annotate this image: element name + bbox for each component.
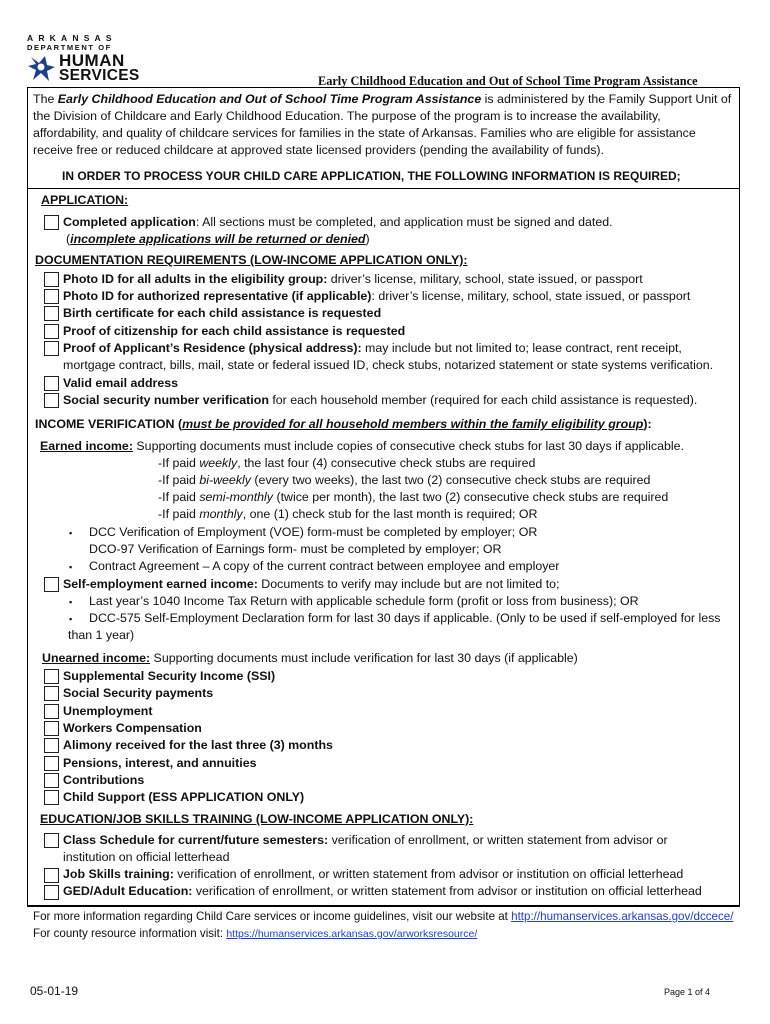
residence-continuation: mortgage contract, bills, mail, state or federal issued ID, check stubs, notarized statement or state systems verification. xyxy=(63,358,714,372)
unearned-item-label: Unemployment xyxy=(63,703,153,718)
dcc575-continuation: than 1 year) xyxy=(68,628,135,642)
ged-text: GED/Adult Education: verification of enrollment, or written statement from advisor or institution on official letterhead xyxy=(63,884,702,898)
logo-line-arkansas: ARKANSAS xyxy=(27,33,117,43)
checkbox-unearned-item[interactable] xyxy=(44,721,59,736)
intro-line-2: the Division of Childcare and Early Childhood Education. The purpose of the program is to increase the availability, xyxy=(33,109,661,123)
logo-figure-icon xyxy=(27,53,57,83)
checkbox-birth-certificate[interactable] xyxy=(44,306,59,321)
dcc575-text: DCC-575 Self-Employment Declaration form for last 30 days if applicable. (Only to be used if self-employed for less xyxy=(89,611,721,625)
checkbox-class-schedule[interactable] xyxy=(44,833,59,848)
proof-residence-text: Proof of Applicant’s Residence (physical address): may include but not limited to; lease contract, rent receipt, xyxy=(63,341,682,355)
class-schedule-text: Class Schedule for current/future semesters: verification of enrollment, or written statement from advisor or xyxy=(63,833,668,847)
photo-id-adults-text: Photo ID for all adults in the eligibility group: driver’s license, military, school, state issued, or passport xyxy=(63,272,643,286)
paid-frequency-line: -If paid weekly, the last four (4) consecutive check stubs are required xyxy=(158,456,536,470)
earned-income: Earned income: Supporting documents must include copies of consecutive check stubs for last 30 days if applicable. xyxy=(40,439,684,453)
checkbox-unearned-item[interactable] xyxy=(44,773,59,788)
unearned-item-label: Alimony received for the last three (3) months xyxy=(63,738,333,753)
unearned-item-label: Pensions, interest, and annuities xyxy=(63,755,257,770)
unearned-item-label: Social Security payments xyxy=(63,686,214,701)
checkbox-unearned-item[interactable] xyxy=(44,738,59,753)
checkbox-photo-id-representative[interactable] xyxy=(44,289,59,304)
footer-divider xyxy=(27,906,740,907)
application-heading: APPLICATION: xyxy=(41,193,129,207)
proof-citizenship-text: Proof of citizenship for each child assistance is requested xyxy=(63,324,406,338)
contract-text: Contract Agreement – A copy of the current contract between employee and employer xyxy=(89,559,560,573)
checkbox-ssn-verification[interactable] xyxy=(44,393,59,408)
job-skills-text: Job Skills training: verification of enrollment, or written statement from advisor or institution on official letterhead xyxy=(63,867,684,881)
photo-id-representative-text: Photo ID for authorized representative (if applicable): driver’s license, military, school, state issued, or passport xyxy=(63,289,691,303)
divider xyxy=(27,188,740,189)
class-schedule-continuation: institution on official letterhead xyxy=(63,850,230,864)
checkbox-unearned-item[interactable] xyxy=(44,756,59,771)
unearned-item-label: Contributions xyxy=(63,772,145,787)
checkbox-unearned-item[interactable] xyxy=(44,790,59,805)
ssn-verification-text: Social security number verification for each household member (required for each child assistance is requested). xyxy=(63,393,698,407)
checkbox-completed-application[interactable] xyxy=(44,215,59,230)
dccece-link[interactable]: http://humanservices.arkansas.gov/dccece/ xyxy=(511,910,734,923)
unearned-item-label: Workers Compensation xyxy=(63,720,202,735)
checkbox-job-skills[interactable] xyxy=(44,868,59,883)
paid-frequency-line: -If paid semi-monthly (twice per month), the last two (2) consecutive check stubs are required xyxy=(158,490,669,504)
checkbox-ged[interactable] xyxy=(44,885,59,900)
bullet: ▪ xyxy=(69,562,73,572)
intro-line-4: receive free or reduced childcare at approved state licensed providers (pending the availability of funds). xyxy=(33,143,604,157)
paid-frequency-line: -If paid monthly, one (1) check stub for the last month is required; OR xyxy=(158,507,538,521)
checkbox-valid-email[interactable] xyxy=(44,376,59,391)
checkbox-proof-citizenship[interactable] xyxy=(44,324,59,339)
valid-email-text: Valid email address xyxy=(63,376,179,390)
dhs-logo xyxy=(27,33,140,85)
intro-line-3: affordability, and quality of childcare services for families in the state of Arkansas. Families who are eligible for assistance xyxy=(33,126,696,140)
education-heading: EDUCATION/JOB SKILLS TRAINING (LOW-INCOME APPLICATION ONLY): xyxy=(40,812,474,826)
more-info-text: For more information regarding Child Care services or income guidelines, visit our website at http://humanservices.arkansas.gov/dccece/ xyxy=(33,910,734,923)
bullet: ▪ xyxy=(69,528,73,538)
dco97-text: DCO-97 Verification of Earnings form- must be completed by employer; OR xyxy=(89,542,502,556)
voe-text: DCC Verification of Employment (VOE) form-must be completed by employer; OR xyxy=(89,525,538,539)
page-title: Early Childhood Education and Out of School Time Program Assistance xyxy=(318,74,698,88)
checkbox-proof-residence[interactable] xyxy=(44,341,59,356)
unearned-item-label: Supplemental Security Income (SSI) xyxy=(63,669,276,683)
checkbox-photo-id-adults[interactable] xyxy=(44,272,59,287)
paid-frequency-line: -If paid bi-weekly (every two weeks), the last two (2) consecutive check stubs are required xyxy=(158,473,651,487)
page-number: Page 1 of 4 xyxy=(664,987,711,997)
unearned-income: Unearned income: Supporting documents must include verification for last 30 days (if applicable) xyxy=(42,651,578,665)
county-info-text: For county resource information visit: https://humanservices.arkansas.gov/arworksresource/ xyxy=(33,927,478,940)
unearned-item-label: Child Support (ESS APPLICATION ONLY) xyxy=(63,790,305,805)
completed-application-text: Completed application: All sections must be completed, and application must be signed and dated. xyxy=(63,215,613,229)
logo-line-services: SERVICES xyxy=(59,67,140,84)
bullet: ▪ xyxy=(69,597,73,607)
self-employment-text: Self-employment earned income: Documents to verify may include but are not limited to; xyxy=(63,577,560,591)
checkbox-unearned-item[interactable] xyxy=(44,686,59,701)
checkbox-unearned-item[interactable] xyxy=(44,704,59,719)
checkbox-self-employment[interactable] xyxy=(44,577,59,592)
revision-date: 05-01-19 xyxy=(30,984,79,998)
birth-certificate-text: Birth certificate for each child assistance is requested xyxy=(63,306,382,320)
checkbox-unearned-item[interactable] xyxy=(44,669,59,684)
logo-line-human: HUMAN xyxy=(59,51,125,70)
tax-return-text: Last year’s 1040 Income Tax Return with applicable schedule form (profit or loss from business); OR xyxy=(89,594,639,608)
arworks-link[interactable]: https://humanservices.arkansas.gov/arworksresource/ xyxy=(226,928,478,940)
logo-line-department: DEPARTMENT OF xyxy=(27,43,112,52)
required-heading: IN ORDER TO PROCESS YOUR CHILD CARE APPLICATION, THE FOLLOWING INFORMATION IS REQUIRED; xyxy=(62,169,681,183)
application-note: (incomplete applications will be returned or denied) xyxy=(66,232,370,246)
documentation-heading: DOCUMENTATION REQUIREMENTS (LOW-INCOME APPLICATION ONLY): xyxy=(35,253,468,267)
bullet: ▪ xyxy=(69,614,73,624)
intro-line-1: The Early Childhood Education and Out of School Time Program Assistance is administered by the Family Support Unit of xyxy=(33,92,732,106)
income-heading: INCOME VERIFICATION (must be provided for all household members within the family eligibility group): xyxy=(35,417,652,431)
